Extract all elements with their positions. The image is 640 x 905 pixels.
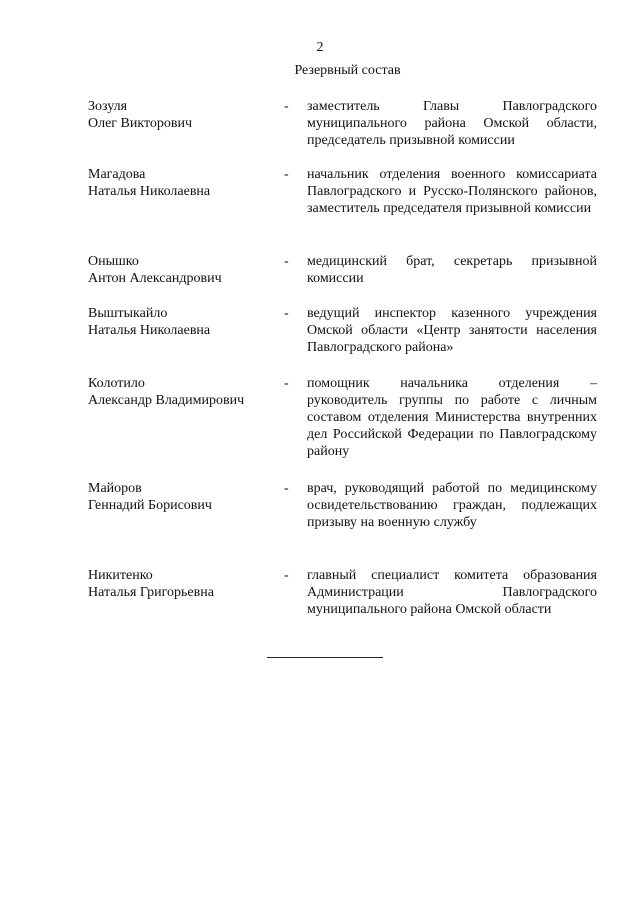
member-role: заместитель Главы Павлоградского муниципального района Омской области, председатель призывной комиссии [307,99,597,148]
member-person [88,166,278,200]
member-person [88,98,278,132]
member-person [88,305,278,339]
member-dash: - [284,167,289,182]
member-person [88,253,278,287]
end-divider [267,657,383,658]
member-name: Наталья Николаевна [88,323,211,338]
member-surname: Зозуля [88,99,128,114]
member-dash: - [284,376,289,391]
member-person [88,480,278,514]
member-person [88,375,278,409]
member-role: ведущий инспектор казенного учреждения Омской области «Центр занятости населения Павлоградского района» [307,306,597,355]
member-name: Александр Владимирович [88,393,245,408]
member-role: начальник отделения военного комиссариата Павлоградского и Русско-Полянского районов, заместитель председателя призывной комиссии [307,167,597,216]
member-dash: - [284,568,289,583]
member-name: Наталья Николаевна [88,184,211,199]
member-role: медицинский брат, секретарь призывной комиссии [307,254,597,286]
page-number: 2 [316,40,324,55]
member-role: помощник начальника отделения – руководитель группы по работе с личным составом отделения Министерства внутренних дел Российской Федерации по Павлоградскому району [307,376,597,459]
member-role: врач, руководящий работой по медицинскому освидетельствованию граждан, подлежащих призыву на военную службу [307,481,597,530]
member-dash: - [284,481,289,496]
member-surname: Майоров [88,481,142,496]
member-name: Олег Викторович [88,116,193,131]
member-surname: Никитенко [88,568,153,583]
member-dash: - [284,306,289,321]
member-name: Наталья Григорьевна [88,585,214,600]
member-name: Геннадий Борисович [88,498,212,513]
member-dash: - [284,254,289,269]
member-role: главный специалист комитета образования Администрации Павлоградского муниципального района Омской области [307,568,597,617]
member-surname: Магадова [88,167,146,182]
member-surname: Колотило [88,376,145,391]
member-person [88,567,278,601]
member-surname: Онышко [88,254,139,269]
member-surname: Выштыкайло [88,306,168,321]
document-title: Резервный состав [294,63,401,78]
member-name: Антон Александрович [88,271,222,286]
member-dash: - [284,99,289,114]
